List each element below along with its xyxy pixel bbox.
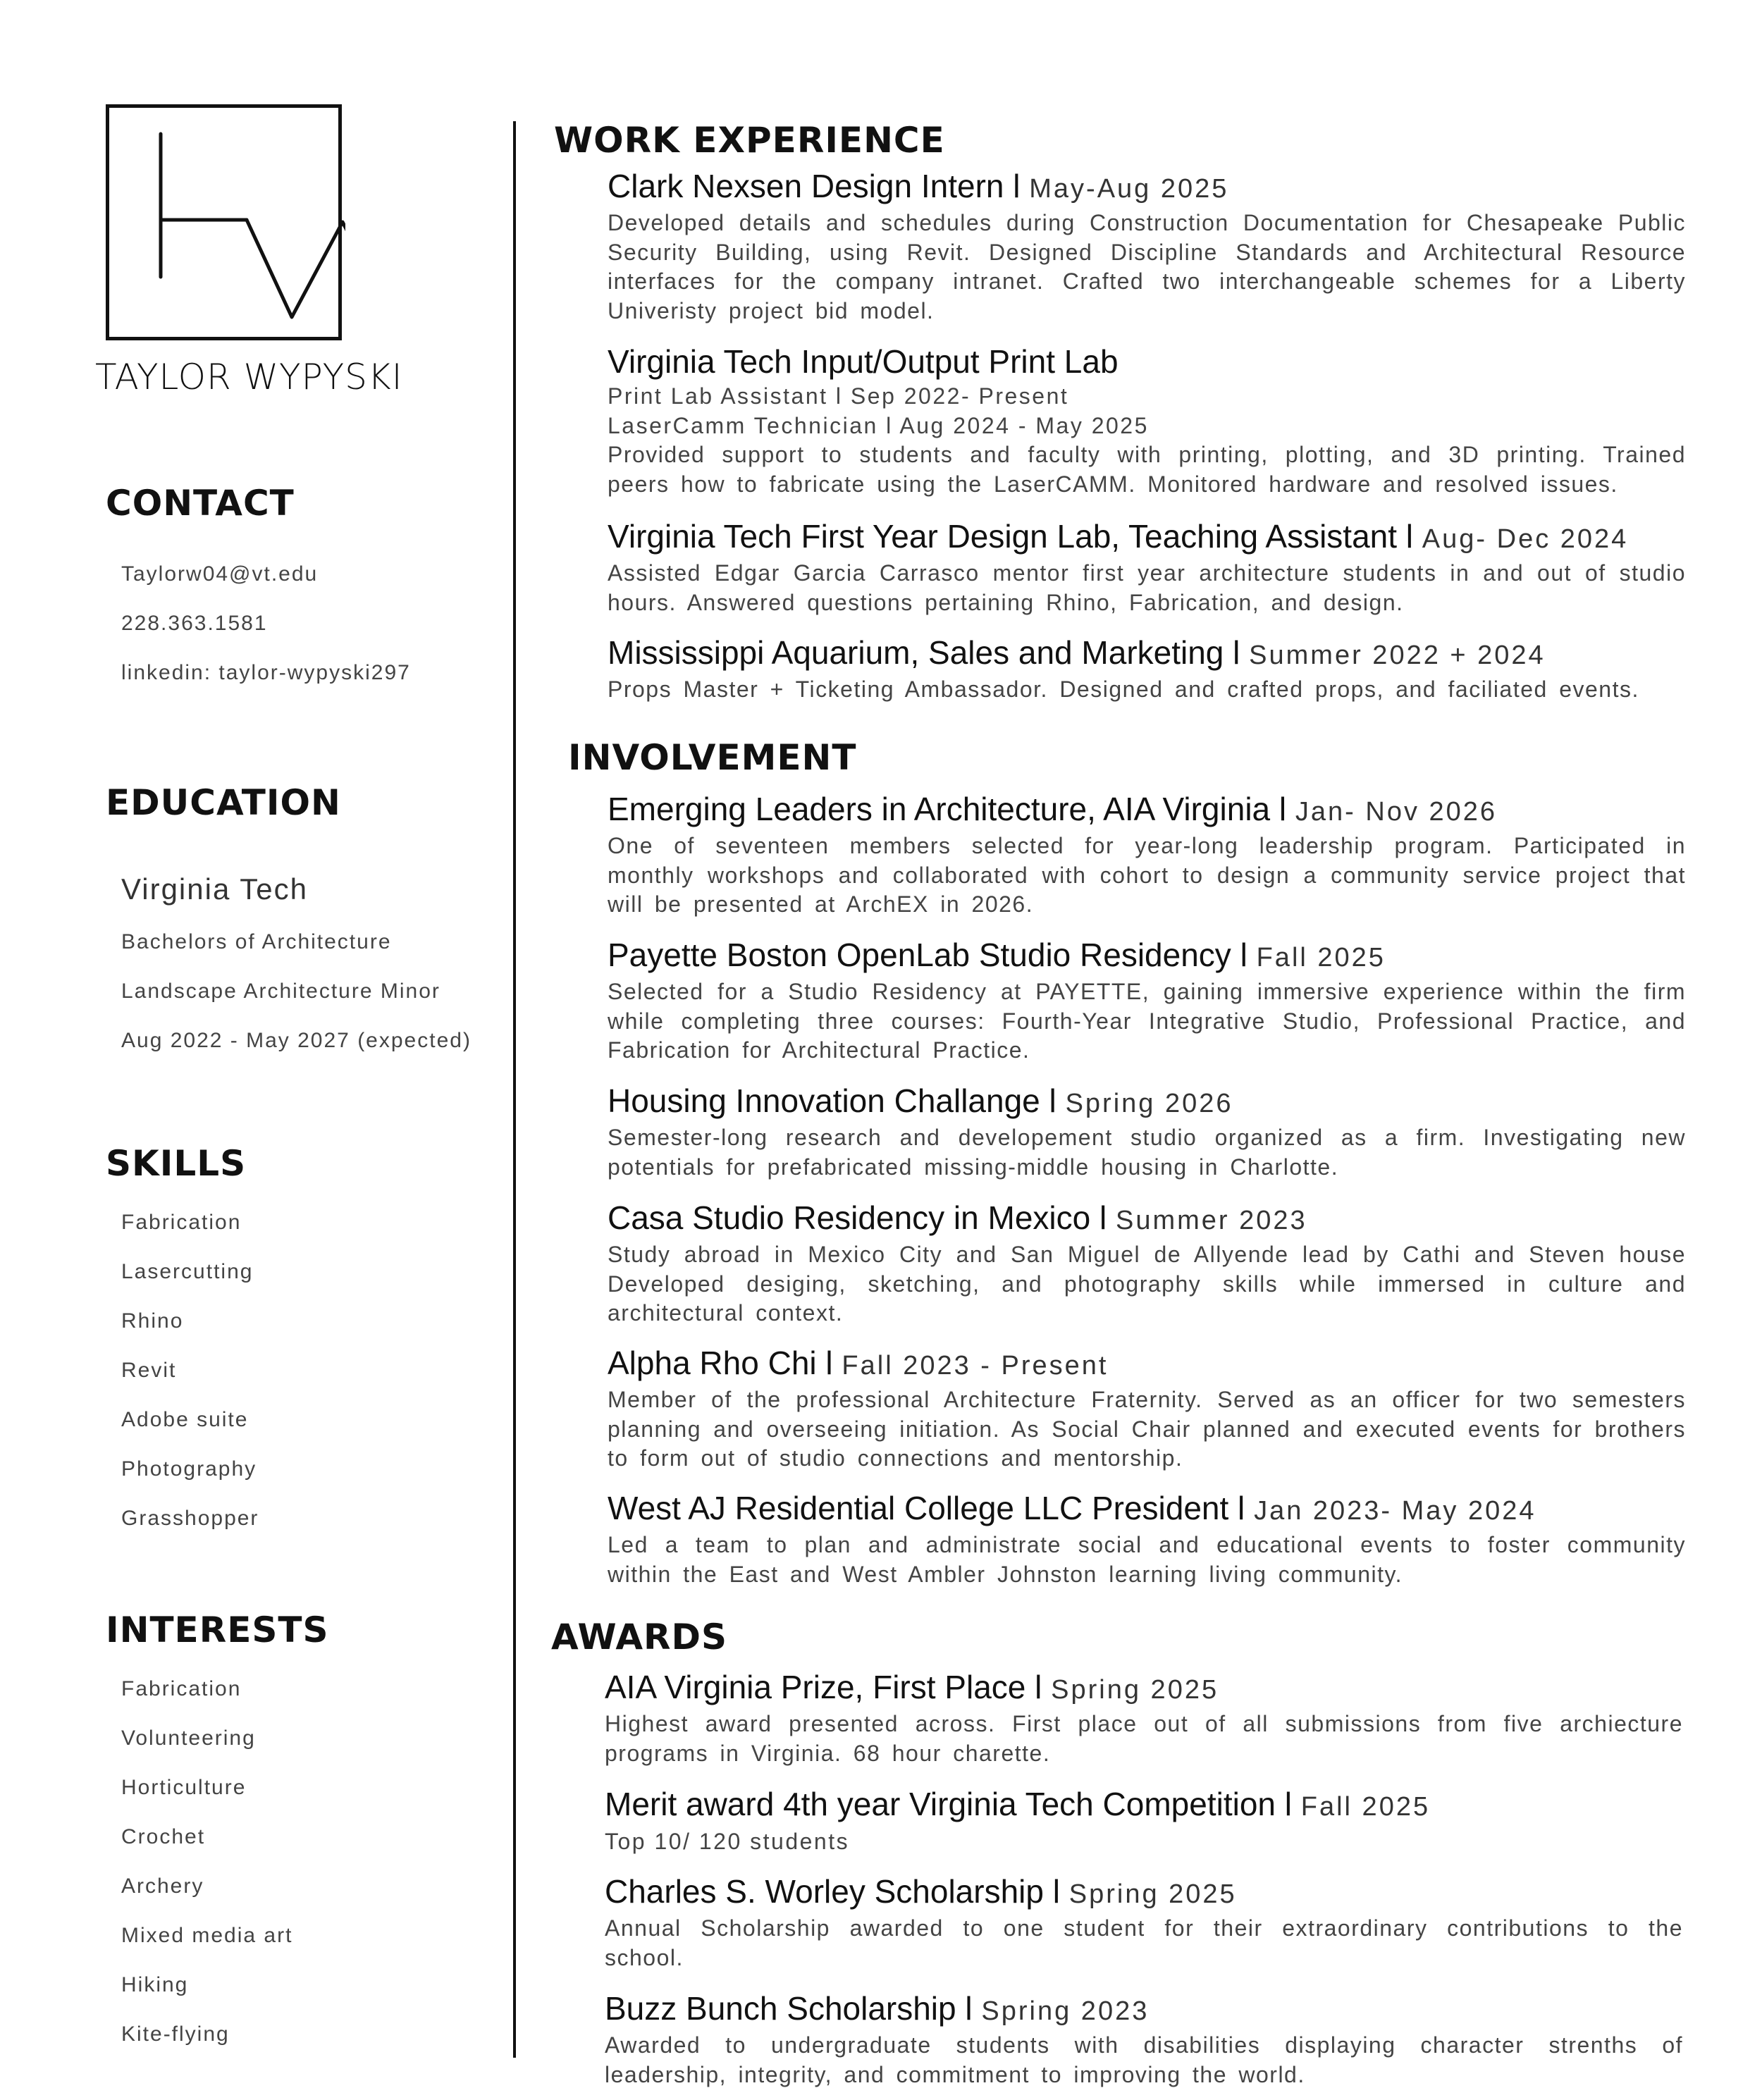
involvement-entry: [608, 935, 1686, 1066]
involvement-entry: [608, 1081, 1686, 1182]
education-school: Virginia Tech: [121, 872, 308, 906]
entry-description: Led a team to plan and administrate social and educational events to foster community within the East and West Ambler Johnston learning living community.: [608, 1532, 1686, 1587]
entry-title: Virginia Tech Input/Output Print Lab: [608, 343, 1119, 380]
work-entry: [608, 517, 1686, 617]
contact-heading: CONTACT: [106, 483, 295, 524]
entry-date: Spring 2023: [981, 1996, 1150, 2026]
entry-date: Spring 2026: [1065, 1089, 1233, 1118]
entry-title: Clark Nexsen Design Intern l: [608, 168, 1021, 204]
interest-item: Crochet: [121, 1825, 206, 1848]
entry-date: Fall 2025: [1300, 1792, 1431, 1822]
skill-item: Photography: [121, 1457, 257, 1481]
interest-item: Volunteering: [121, 1727, 256, 1750]
entry-description: Awarded to undergraduate students with disabilities displaying character strenths of leadership, integrity, and commitment to improving the world.: [605, 2032, 1683, 2087]
entry-title: Alpha Rho Chi l: [608, 1345, 833, 1381]
entry-description: Developed details and schedules during Construction Documentation for Chesapeake Public Security Building, using Revit. Designed Discipline Standards and Architectural Resource interfaces for the company intranet. Crafted two interchangeable schemes for a Liberty Univeristy project bid model.: [608, 210, 1686, 323]
interest-item: Horticulture: [121, 1776, 247, 1799]
entry-date: Spring 2025: [1068, 1879, 1237, 1909]
work-entry: [608, 342, 1686, 499]
entry-role: LaserCamm Technician l Aug 2024 - May 2025: [608, 413, 1149, 438]
entry-description: Semester-long research and developement studio organized as a firm. Investigating new potentials for prefabricated missing-middle housing in Charlotte.: [608, 1125, 1686, 1180]
entry-description: One of seventeen members selected for year-long leadership program. Participated in monthly workshops and collaborated with cohort to design a community service project that will be presented at ArchEX in 2026.: [608, 833, 1686, 917]
involvement-entry: [608, 1488, 1686, 1589]
education-degree: Bachelors of Architecture: [121, 930, 392, 953]
entry-description: Study abroad in Mexico City and San Miguel de Allyende lead by Cathi and Steven house Developed desiging, sketching, and photography skills while immersed in culture and architectural context.: [608, 1242, 1686, 1326]
entry-title: Merit award 4th year Virginia Tech Competition l: [605, 1786, 1292, 1822]
awards-heading: AWARDS: [551, 1617, 728, 1657]
involvement-entry: [608, 1198, 1686, 1328]
entry-description: Props Master + Ticketing Ambassador. Designed and crafted props, and faciliated events.: [608, 677, 1639, 702]
entry-title: AIA Virginia Prize, First Place l: [605, 1669, 1042, 1705]
contact-linkedin[interactable]: linkedin: taylor-wypyski297: [121, 661, 411, 684]
entry-role: Print Lab Assistant l Sep 2022- Present: [608, 383, 1069, 409]
skills-heading: SKILLS: [106, 1143, 247, 1184]
entry-date: Aug- Dec 2024: [1422, 524, 1629, 554]
work-entry: [608, 633, 1686, 705]
entry-description: Assisted Edgar Garcia Carrasco mentor first year architecture students in and out of studio hours. Answered questions pertaining Rhino, Fabrication, and design.: [608, 560, 1686, 615]
interest-item: Archery: [121, 1874, 204, 1898]
entry-title: Virginia Tech First Year Design Lab, Teaching Assistant l: [608, 518, 1414, 555]
skill-item: Lasercutting: [121, 1260, 254, 1283]
award-entry: [605, 1989, 1683, 2089]
entry-title: Buzz Bunch Scholarship l: [605, 1990, 973, 2027]
award-entry: [605, 1667, 1683, 1768]
skill-item: Rhino: [121, 1309, 184, 1333]
skill-item: Fabrication: [121, 1211, 242, 1234]
interest-item: Hiking: [121, 1973, 189, 1996]
involvement-entry: [608, 1343, 1686, 1474]
column-divider: [513, 121, 516, 2058]
entry-description: Top 10/ 120 students: [605, 1829, 850, 1854]
entry-description: Annual Scholarship awarded to one student for their extraordinary contributions to the school.: [605, 1915, 1683, 1970]
award-entry: [605, 1784, 1683, 1856]
entry-title: Mississippi Aquarium, Sales and Marketing l: [608, 634, 1240, 671]
entry-date: May-Aug 2025: [1029, 174, 1229, 204]
skill-item: Revit: [121, 1359, 177, 1382]
involvement-entry: [608, 789, 1686, 920]
education-heading: EDUCATION: [106, 782, 341, 823]
work-experience-heading: WORK EXPERIENCE: [554, 120, 945, 161]
entry-description: Member of the professional Architecture Fraternity. Served as an officer for two semesters planning and overseeing initiation. As Social Chair planned and executed events for brothers to form out of studio connections and mentorship.: [608, 1387, 1686, 1471]
involvement-heading: INVOLVEMENT: [568, 737, 857, 778]
work-entry: [608, 166, 1686, 326]
contact-email[interactable]: Taylorw04@vt.edu: [121, 562, 319, 586]
education-minor: Landscape Architecture Minor: [121, 980, 440, 1003]
education-dates: Aug 2022 - May 2027 (expected): [121, 1029, 472, 1052]
entry-description: Selected for a Studio Residency at PAYETTE, gaining immersive experience within the firm while completing three courses: Fourth-Year Integrative Studio, Professional Practice, and Fabrication for Architectural Practice.: [608, 979, 1686, 1063]
entry-title: Charles S. Worley Scholarship l: [605, 1873, 1060, 1910]
entry-description: Provided support to students and faculty with printing, plotting, and 3D printing. Trained peers how to fabricate using the LaserCAMM. Monitored hardware and resolved issues.: [608, 442, 1686, 497]
interest-item: Kite-flying: [121, 2022, 230, 2046]
monogram-logo: [106, 104, 342, 340]
award-entry: [605, 1872, 1683, 1972]
skill-item: Grasshopper: [121, 1507, 259, 1530]
skill-item: Adobe suite: [121, 1408, 249, 1431]
entry-title: West AJ Residential College LLC President l: [608, 1490, 1245, 1526]
entry-title: Casa Studio Residency in Mexico l: [608, 1199, 1107, 1236]
entry-description: Highest award presented across. First place out of all submissions from five archiecture programs in Virginia. 68 hour charette.: [605, 1711, 1683, 1766]
interest-item: Fabrication: [121, 1677, 242, 1700]
entry-title: Payette Boston OpenLab Studio Residency l: [608, 937, 1247, 973]
contact-phone[interactable]: 228.363.1581: [121, 612, 268, 635]
hw-monogram-icon: [109, 108, 345, 344]
entry-date: Jan- Nov 2026: [1295, 797, 1498, 827]
interests-heading: INTERESTS: [106, 1610, 329, 1650]
entry-date: Summer 2022 + 2024: [1249, 641, 1546, 670]
entry-date: Spring 2025: [1051, 1675, 1219, 1705]
entry-date: Fall 2025: [1256, 943, 1386, 972]
entry-date: Fall 2023 - Present: [842, 1351, 1109, 1381]
entry-date: Jan 2023- May 2024: [1254, 1496, 1536, 1526]
interest-item: Mixed media art: [121, 1924, 293, 1947]
name-wordmark: TAYLOR WYPYSKI: [95, 357, 403, 397]
entry-title: Housing Innovation Challange l: [608, 1082, 1056, 1119]
entry-title: Emerging Leaders in Architecture, AIA Virginia l: [608, 791, 1287, 827]
entry-date: Summer 2023: [1116, 1206, 1307, 1235]
